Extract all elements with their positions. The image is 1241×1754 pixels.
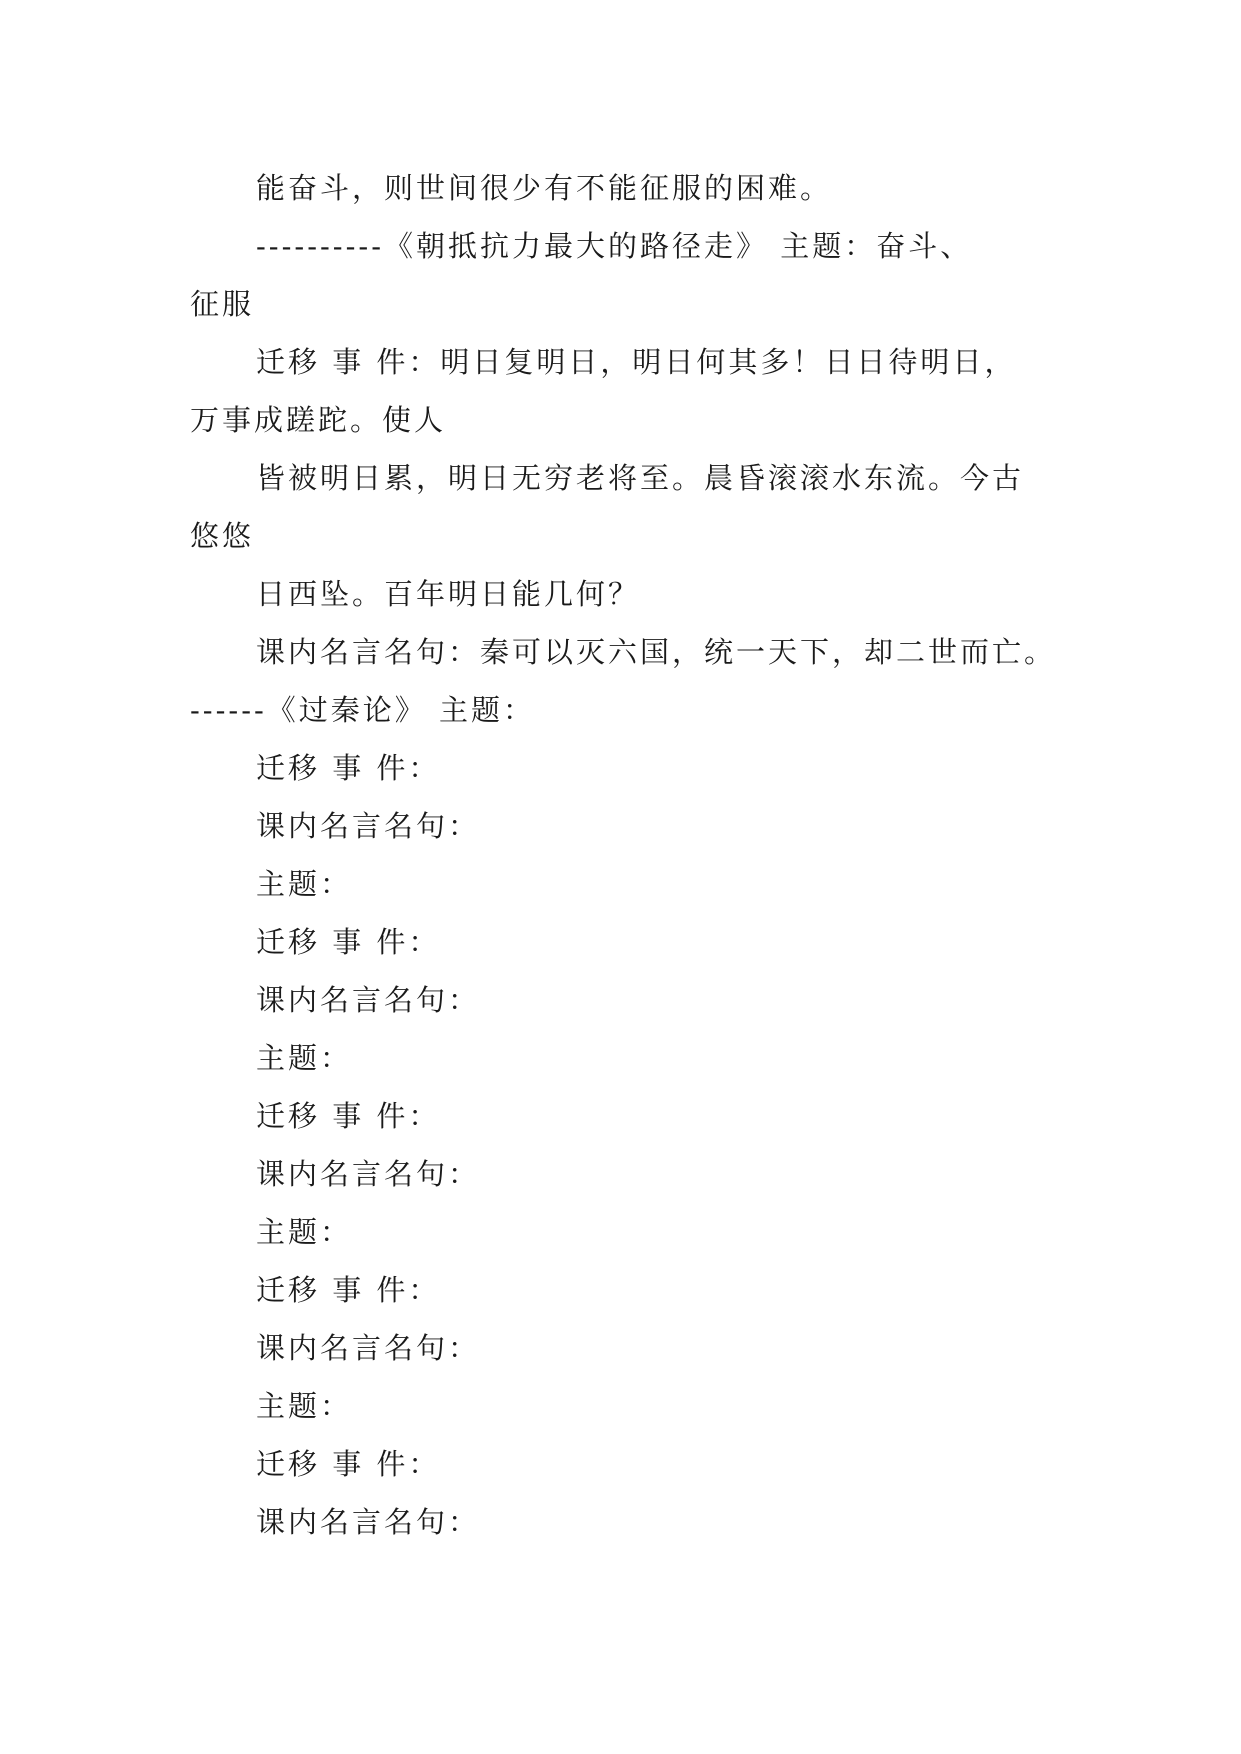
paragraph-line: 迁移 事 件：	[256, 925, 441, 959]
paragraph-line: ----------《朝抵抗力最大的路径走》 主题：奋斗、	[256, 229, 973, 263]
paragraph-line: ------《过秦论》 主题：	[190, 693, 536, 727]
paragraph-line: 主题：	[256, 1041, 353, 1075]
paragraph-line: 课内名言名句：秦可以灭六国，统一天下，却二世而亡。	[256, 635, 1057, 669]
paragraph-line: 能奋斗，则世间很少有不能征服的困难。	[256, 171, 833, 205]
paragraph-line: 课内名言名句：	[256, 1331, 481, 1365]
paragraph-line: 迁移 事 件：明日复明日，明日何其多！日日待明日，	[256, 345, 1017, 379]
paragraph-line: 主题：	[256, 1215, 353, 1249]
paragraph-line: 万事成蹉跎。使人	[190, 403, 447, 437]
paragraph-line: 日西坠。百年明日能几何？	[256, 577, 641, 611]
paragraph-line: 迁移 事 件：	[256, 1447, 441, 1481]
paragraph-line: 课内名言名句：	[256, 983, 481, 1017]
paragraph-line: 课内名言名句：	[256, 809, 481, 843]
document-body	[190, 159, 1070, 1551]
paragraph-line: 迁移 事 件：	[256, 751, 441, 785]
paragraph-line: 主题：	[256, 1389, 353, 1423]
paragraph-line: 课内名言名句：	[256, 1505, 481, 1539]
paragraph-line: 征服	[190, 287, 255, 321]
paragraph-line: 主题：	[256, 867, 353, 901]
paragraph-line: 悠悠	[190, 519, 255, 553]
paragraph-line: 课内名言名句：	[256, 1157, 481, 1191]
paragraph-line: 迁移 事 件：	[256, 1099, 441, 1133]
paragraph-line: 迁移 事 件：	[256, 1273, 441, 1307]
paragraph-line: 皆被明日累，明日无穷老将至。晨昏滚滚水东流。今古	[256, 461, 1025, 495]
